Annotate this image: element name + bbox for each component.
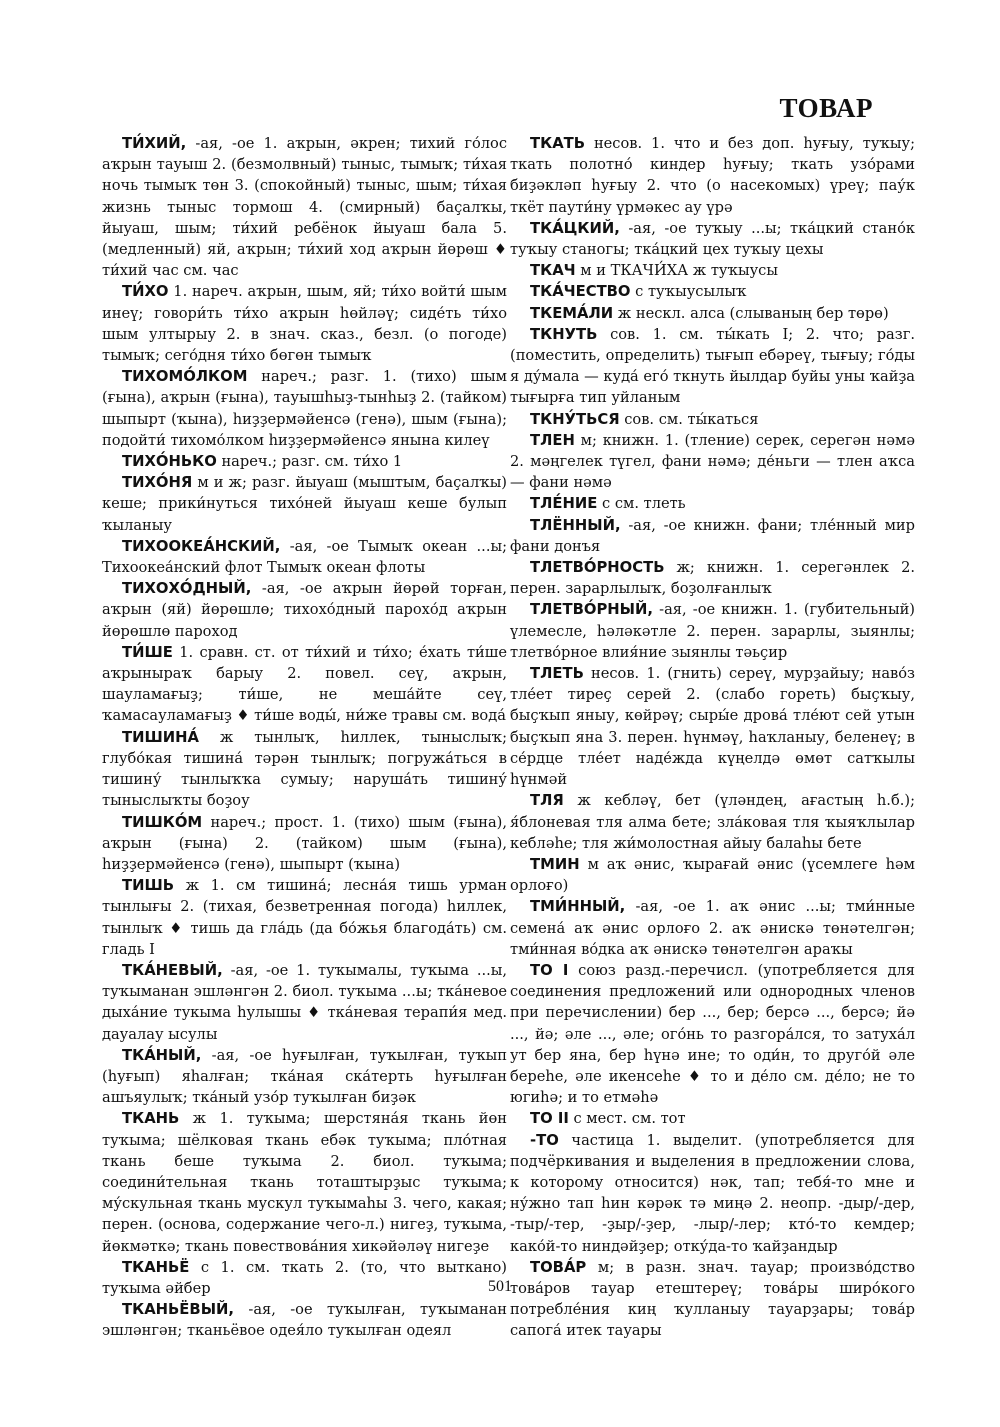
entry-definition: -ая, -ое 1. туҡымалы, туҡыма ...ы, туҡыманан эшләнгән 2. биол. туҡыма ...ы; тка́невое дыха́ние тукыма һулышы ♦ тка́невая терапи́я мед. дауалау ысулы	[102, 961, 507, 1043]
entry-definition: -ая, -ое һуғылған, туҡылған, туҡып (һуғып) яһалған; тка́ная ска́терть һуғылған ашъяулыҡ; тка́ный узо́р туҡылған биҙәк	[102, 1046, 507, 1107]
entry-headword: ТИХО́НЬКО	[122, 453, 217, 471]
entry-headword: ТКНУТЬ	[530, 325, 598, 343]
entry-definition: частица 1. выделит. (употребляется для подчёркивания и выделения в предложении слова, к которому относится) нәк, тап; тебя́-то мне и ну́жно тап һин кәрәк тә миңә 2. неопр. -дыр/-дер, -тыр/-тер, -ҙыр/-ҙер, -лыр/-лер; кто́-то кемдер; како́й-то ниндәйҙер; отку́да-то ҡайҙандыр	[510, 1131, 915, 1255]
entry-headword: ТО I	[530, 961, 569, 979]
entry-headword: ТЛЕТВО́РНЫЙ,	[530, 601, 654, 619]
entry-headword: ТКАНЬЁВЫЙ,	[122, 1301, 235, 1319]
entry-headword: -ТО	[530, 1131, 559, 1149]
entry-headword: ТКНУ́ТЬСЯ	[530, 410, 620, 428]
entry-headword: ТКА́ЦКИЙ,	[530, 219, 620, 237]
entry-definition: м; книжн. 1. (тление) серек, серегән нәмә 2. мәңгелек түгел, фани нәмә; де́ньги — тлен аҡса — фани нәмә	[510, 431, 915, 492]
entry-headword: ТЛЁННЫЙ,	[530, 516, 621, 534]
dictionary-entry	[510, 133, 915, 218]
dictionary-entry	[510, 324, 915, 409]
entry-headword: ТОВА́Р	[530, 1258, 587, 1276]
entry-definition: -ая, -ое 1. аҡ әнис ...ы; тми́нные семена́ аҡ әнис орлоғо 2. аҡ әнискә төнәтелгән; тми́нная во́дка аҡ әнискә төнәтелгән араҡы	[510, 898, 915, 958]
entry-headword: ТИХООКЕА́НСКИЙ,	[122, 537, 281, 555]
entry-definition: ж; книжн. 1. серегәнлек 2. перен. зарарлылыҡ, боҙолғанлыҡ	[510, 559, 915, 598]
entry-headword: ТИШКО́М	[122, 813, 203, 831]
dictionary-entry	[102, 812, 507, 876]
dictionary-entry	[102, 472, 507, 536]
dictionary-entry	[510, 1257, 915, 1342]
entry-definition: -ая, -ое Тымыҡ океан ...ы; Тихоокеа́нский флот Тымыҡ океан флоты	[102, 537, 507, 577]
dictionary-entry	[102, 727, 507, 812]
entry-definition: ж 1. туҡыма; шерстяна́я ткань йөн туҡыма; шёлковая ткань ебәк туҡыма; пло́тная ткань беше туҡыма 2. биол. туҡыма; соедини́тельная ткань тоташтырҙыс туҡыма; му́скульная ткань мускул туҡымаһы 3. чего, какая; перен. (основа, содержание чего-л.) нигеҙ, туҡыма, йөкмәткә; ткань повествова́ния хикәйәләү нигеҙе	[102, 1110, 507, 1255]
entry-definition: несов. 1. что и без доп. һуғыу, туҡыу; ткать полотно́ киндер һуғыу; ткать узо́рами биҙәкләп һуғыу 2. что (о насекомых) үреү; пау́к ткёт паути́ну үрмәкес ау үрә	[510, 135, 915, 216]
entry-definition: сов. 1. см. ты́кать I; 2. что; разг. (поместить, определить) тығып ебәреү, тығыу; го́ды я ду́мала — куда́ его́ ткнуть йылдар буйы уны ҡайҙа тығырға тип уйланым	[510, 325, 915, 407]
dictionary-entry	[510, 790, 915, 854]
entry-headword: ТИ́ШЕ	[122, 643, 173, 661]
entry-definition: ж тынлыҡ, һиллек, тыныслыҡ; глубо́кая тишина́ тәрән тынлыҡ; погружа́ться в тишину́ тынлыҡҡа сумыу; наруша́ть тишину́ тыныслыҡты боҙоу	[102, 728, 507, 810]
entry-definition: с 1. см. ткать 2. (то, что выткано) туҡыма әйбер	[102, 1258, 507, 1297]
dictionary-entry	[102, 536, 507, 578]
dictionary-entry	[102, 1108, 507, 1256]
entry-definition: несов. 1. (гнить) сереү, мурҙайыу; наво́з тле́ет тиреҫ серей 2. (слабо гореть) быҫҡыу, быҫҡып яныу, көйрәү; сыры́е дрова́ тле́ют сей утын быҫҡып яна 3. перен. һүнмәү, һаҡланыу, беленеү; в се́рдце тле́ет наде́жда күңелдә өмөт сатҡылы һүнмәй	[510, 665, 915, 789]
entry-definition: -ая, -ое книжн. 1. (губительный) үлемесле, һәләкәтле 2. перен. зарарлы, зыянлы; тлетво́рное влия́ние зыянлы тәьҫир	[510, 601, 915, 661]
entry-headword: ТЛЕТЬ	[530, 665, 584, 683]
entry-headword: ТИШЬ	[122, 877, 175, 895]
dictionary-entry	[102, 1045, 507, 1109]
entry-definition: м и ж; разг. йыуаш (мыштым, баҫалҡы) кеше; прики́нуться тихо́ней йыуаш кеше булып ҡыланыу	[102, 474, 507, 534]
entry-headword: ТЛЕН	[530, 431, 575, 449]
dictionary-entry	[102, 875, 507, 960]
right-column	[510, 133, 915, 1342]
entry-definition: ж 1. см тишина́; лесна́я тишь урман тынлығы 2. (тихая, безветренная погода) һиллек, тынлыҡ ♦ тишь да гла́дь (да бо́жья благода́ть) см. гладь I	[102, 877, 507, 958]
dictionary-entry	[510, 557, 915, 599]
entry-headword: ТЛЯ	[530, 792, 564, 810]
entry-definition: нареч.; разг. см. ти́хо 1	[216, 453, 403, 471]
dictionary-entry	[102, 642, 507, 727]
entry-definition: ж кебләү, бет (үләндең, ағастың һ.б.); я́блоневая тля алма бете; зла́ковая тля ҡыяҡлылар кебләһе; тля жи́молостная айыу балаһы бете	[510, 792, 915, 852]
dictionary-entry	[510, 960, 915, 1108]
dictionary-entry	[102, 578, 507, 642]
dictionary-entry	[510, 896, 915, 960]
entry-headword: ТКАТЬ	[530, 135, 586, 152]
entry-definition: 1. сравн. ст. от ти́хий и ти́хо; е́хать ти́ше аҡрыныраҡ барыу 2. повел. сеү, аҡрын, шауламағыҙ; ти́ше, не меша́йте сеү, ҡамасауламағыҙ ♦ ти́ше воды́, ни́же травы см. вода́	[102, 643, 507, 725]
dictionary-entry	[510, 430, 915, 494]
dictionary-entry	[102, 960, 507, 1045]
dictionary-entry	[102, 281, 507, 366]
entry-definition: с туҡыусылыҡ	[630, 283, 747, 301]
running-head: ТОВАР	[779, 93, 873, 123]
entry-headword: ТО II	[530, 1110, 569, 1128]
dictionary-entry	[510, 218, 915, 260]
dictionary-entry	[510, 1108, 915, 1129]
entry-definition: с мест. см. тот	[568, 1110, 686, 1128]
entry-headword: ТИХОМО́ЛКОМ	[122, 368, 248, 386]
dictionary-entry	[510, 493, 915, 514]
dictionary-entry	[510, 515, 915, 557]
entry-headword: ТИШИНА́	[122, 728, 199, 746]
page-number: 501	[488, 1278, 512, 1295]
entry-headword: ТЛЕ́НИЕ	[530, 495, 598, 513]
dictionary-entry	[510, 1130, 915, 1257]
entry-definition: -ая, -ое туҡылған, туҡыманан эшләнгән; тканьёвое одея́ло туҡылған одеял	[102, 1301, 507, 1340]
entry-definition: сов. см. ты́каться	[619, 410, 759, 428]
entry-headword: ТИХОХО́ДНЫЙ,	[122, 580, 252, 598]
entry-definition: 1. нареч. аҡрын, шым, яй; ти́хо войти́ шым инеү; говори́ть ти́хо аҡрын һөйләү; сиде́ть ти́хо шым ултырыу 2. в знач. сказ., безл. (о погоде) тымыҡ; сего́дня ти́хо бөгөн тымыҡ	[102, 283, 507, 365]
entry-definition: м аҡ әнис, ҡырағай әнис (үсемлеге һәм орлоғо)	[510, 855, 915, 895]
entry-headword: ТКАЧ	[530, 262, 576, 280]
dictionary-entry	[510, 663, 915, 790]
entry-headword: ТКА́НЕВЫЙ,	[122, 961, 223, 979]
entry-definition: с см. тлеть	[597, 495, 686, 513]
dictionary-entry	[510, 409, 915, 430]
dictionary-entry	[510, 599, 915, 663]
entry-definition: союз разд.-перечисл. (употребляется для соединения предложений или однородных членов при перечислении) бер ..., бер; берсә ..., берсә; йә ..., йә; әле ..., әле; ого́нь то разгора́лся, то затуха́л ут бер яна, бер һүнә ине; то оди́н, то друго́й әле береһе, әле икенсеһе ♦ то и де́ло см. де́ло; не то югиһә; и то етмәһә	[510, 961, 915, 1107]
dictionary-entry	[102, 133, 507, 281]
entry-definition: м и ТКАЧИ́ХА ж туҡыусы	[575, 262, 778, 280]
entry-definition: ж нескл. алса (слываның бер төрө)	[613, 304, 889, 322]
entry-definition: -ая, -ое туҡыу ...ы; тка́цкий стано́к туҡыу станогы; тка́цкий цех туҡыу цехы	[510, 219, 915, 259]
entry-headword: ТКА́НЫЙ,	[122, 1046, 202, 1064]
entry-definition: м; в разн. знач. тауар; произво́дство това́ров тауар етештереү; това́ры широ́кого потребле́ния киң ҡулланыу тауарҙары; това́р сапога́ итек тауары	[510, 1258, 915, 1340]
entry-headword: ТИ́ХО	[122, 283, 169, 301]
entry-headword: ТКА́ЧЕСТВО	[530, 283, 631, 301]
entry-headword: ТКАНЬЁ	[122, 1258, 190, 1276]
dictionary-entry	[102, 366, 507, 451]
entry-headword: ТКАНЬ	[122, 1110, 180, 1128]
entry-headword: ТМИ́ННЫЙ,	[530, 898, 626, 916]
entry-definition: -ая, -ое книжн. фани; тле́нный мир фани донъя	[510, 516, 915, 555]
entry-definition: -ая, -ое аҡрын йөрөй торған, аҡрын (яй) йөрөшлө; тихохо́дный парохо́д аҡрын йөрөшлө пароход	[102, 580, 507, 640]
entry-headword: ТМИН	[530, 855, 580, 873]
entry-headword: ТИ́ХИЙ,	[122, 135, 187, 152]
entry-definition: нареч.; прост. 1. (тихо) шым (ғына), аҡрын (ғына) 2. (тайком) шым (ғына), һиҙҙермәйенсә (генә), шыпырт (ҡына)	[102, 813, 507, 873]
entry-definition: нареч.; разг. 1. (тихо) шым (ғына), аҡрын (ғына), тауышһыҙ-тынһыҙ 2. (тайком) шыпырт (ҡына), һиҙҙермәйенсә (генә), шым (ғына); подойти́ тихомо́лком һиҙҙермәйенсә янына килеү	[102, 368, 507, 449]
entry-headword: ТКЕМА́ЛИ	[530, 304, 614, 322]
dictionary-entry	[102, 1299, 507, 1341]
dictionary-entry	[510, 303, 915, 324]
entry-definition: -ая, -ое 1. аҡрын, әкрен; тихий го́лос аҡрын тауыш 2. (безмолвный) тыныс, тымыҡ; ти́хая ночь тымыҡ төн 3. (спокойный) тыныс, шым; ти́хая жизнь тыныс тормош 4. (смирный) баҫалҡы, йыуаш, шым; ти́хий ребёнок йыуаш бала 5. (медленный) яй, аҡрын; ти́хий ход аҡрын йөрөш ♦ ти́хий час см. час	[102, 135, 507, 280]
left-column	[102, 133, 507, 1342]
dictionary-entry	[510, 260, 915, 281]
dictionary-entry	[102, 451, 507, 472]
dictionary-entry	[510, 281, 915, 302]
entry-headword: ТИХО́НЯ	[122, 474, 193, 492]
dictionary-entry	[510, 854, 915, 896]
entry-headword: ТЛЕТВО́РНОСТЬ	[530, 559, 665, 577]
